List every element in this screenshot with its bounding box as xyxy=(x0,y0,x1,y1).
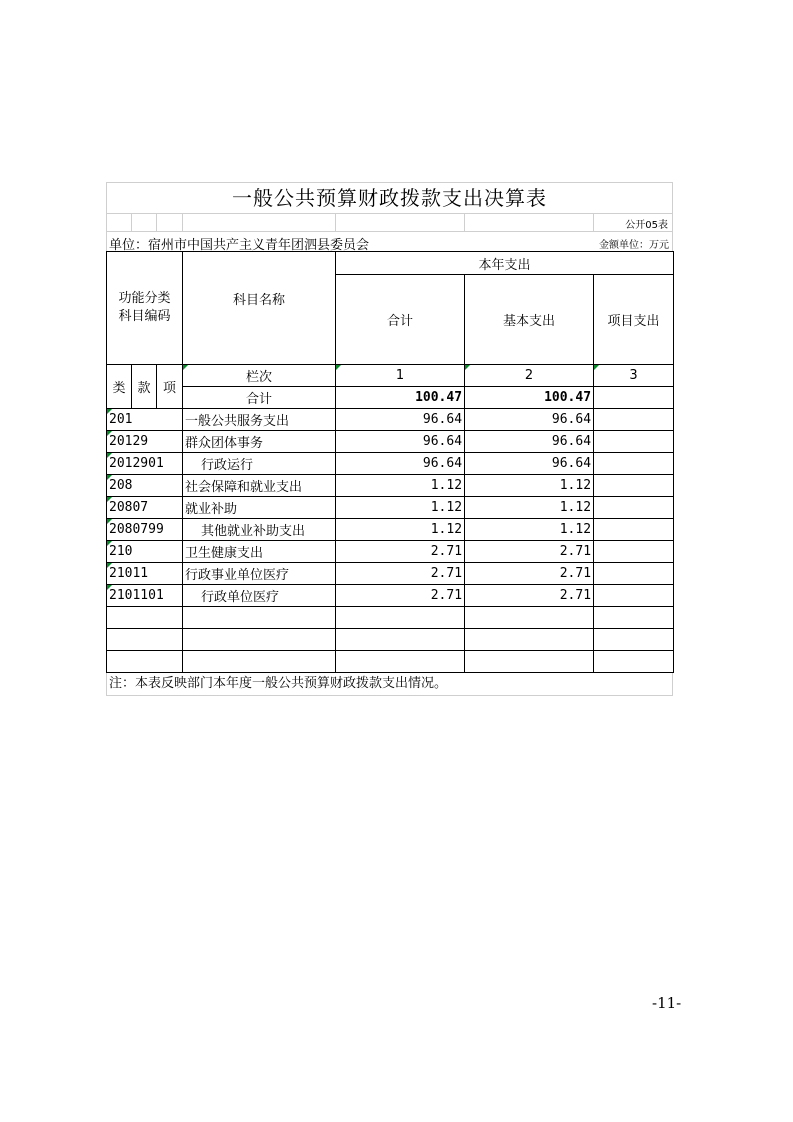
row-basic: 96.64 xyxy=(465,409,594,431)
table-row xyxy=(107,475,674,497)
table-row xyxy=(107,519,674,541)
lei-header: 类 xyxy=(107,365,132,409)
empty-cell xyxy=(107,629,183,651)
table-row xyxy=(107,409,674,431)
table-row xyxy=(107,431,674,453)
row-total: 2.71 xyxy=(336,585,465,607)
empty-cell xyxy=(336,607,465,629)
row-basic: 2.71 xyxy=(465,585,594,607)
row-basic: 1.12 xyxy=(465,519,594,541)
row-code: 201 xyxy=(107,409,183,431)
row-project xyxy=(594,431,674,453)
total-row-label: 合计 xyxy=(183,387,336,409)
row-total: 96.64 xyxy=(336,453,465,475)
unit-label: 单位：宿州市中国共产主义青年团泗县委员会 xyxy=(109,238,370,253)
table-row xyxy=(107,497,674,519)
row-basic: 1.12 xyxy=(465,475,594,497)
grid-cell xyxy=(465,213,594,231)
row-project xyxy=(594,541,674,563)
total-row-basic: 100.47 xyxy=(465,387,594,409)
row-basic: 1.12 xyxy=(465,497,594,519)
amount-unit: 金额单位：万元 xyxy=(599,240,669,251)
row-name: 行政运行 xyxy=(183,453,336,475)
row-total: 96.64 xyxy=(336,409,465,431)
page-number: -11- xyxy=(652,994,682,1012)
empty-cell xyxy=(594,651,674,673)
row-name: 就业补助 xyxy=(183,497,336,519)
row-total: 96.64 xyxy=(336,431,465,453)
subject-name-header: 科目名称 xyxy=(183,252,336,365)
row-project xyxy=(594,519,674,541)
sheet-title: 一般公共预算财政拨款支出决算表 xyxy=(106,182,673,213)
row-code: 20807 xyxy=(107,497,183,519)
expense-table xyxy=(106,251,674,673)
row-name: 卫生健康支出 xyxy=(183,541,336,563)
row-project xyxy=(594,409,674,431)
empty-cell xyxy=(465,607,594,629)
basic-header: 基本支出 xyxy=(465,275,594,365)
empty-row xyxy=(107,651,674,673)
total-header: 合计 xyxy=(336,275,465,365)
col-3-index: 3 xyxy=(594,365,674,387)
row-total: 1.12 xyxy=(336,475,465,497)
row-total: 1.12 xyxy=(336,519,465,541)
empty-cell xyxy=(465,629,594,651)
xiang-header: 项 xyxy=(157,365,183,409)
row-code: 2080799 xyxy=(107,519,183,541)
row-code: 2012901 xyxy=(107,453,183,475)
grid-cell xyxy=(157,213,183,231)
row-code: 208 xyxy=(107,475,183,497)
blank-grid-row xyxy=(106,213,673,231)
grid-cell xyxy=(336,213,465,231)
col-1-index: 1 xyxy=(336,365,465,387)
row-project xyxy=(594,563,674,585)
empty-row xyxy=(107,629,674,651)
row-name: 社会保障和就业支出 xyxy=(183,475,336,497)
col-2-index: 2 xyxy=(465,365,594,387)
row-code: 20129 xyxy=(107,431,183,453)
row-code: 2101101 xyxy=(107,585,183,607)
func-code-header-text: 功能分类科目编码 xyxy=(118,291,171,324)
row-name: 群众团体事务 xyxy=(183,431,336,453)
empty-cell xyxy=(183,629,336,651)
row-code: 210 xyxy=(107,541,183,563)
func-code-header xyxy=(107,252,183,365)
row-name: 行政单位医疗 xyxy=(183,585,336,607)
empty-cell xyxy=(465,651,594,673)
kuan-header: 款 xyxy=(132,365,157,409)
row-basic: 96.64 xyxy=(465,431,594,453)
project-header: 项目支出 xyxy=(594,275,674,365)
empty-cell xyxy=(594,629,674,651)
row-total: 2.71 xyxy=(336,563,465,585)
total-row-total: 100.47 xyxy=(336,387,465,409)
column-order-label: 栏次 xyxy=(183,365,336,387)
year-expense-header: 本年支出 xyxy=(336,252,674,275)
row-name: 其他就业补助支出 xyxy=(183,519,336,541)
table-row xyxy=(107,453,674,475)
table-row xyxy=(107,585,674,607)
row-total: 1.12 xyxy=(336,497,465,519)
empty-row xyxy=(107,607,674,629)
table-number: 公开05表 xyxy=(625,220,668,231)
row-name: 一般公共服务支出 xyxy=(183,409,336,431)
total-row-project xyxy=(594,387,674,409)
row-basic: 2.71 xyxy=(465,563,594,585)
row-project xyxy=(594,497,674,519)
empty-cell xyxy=(594,607,674,629)
row-project xyxy=(594,453,674,475)
empty-cell xyxy=(107,607,183,629)
grid-cell xyxy=(183,213,336,231)
empty-cell xyxy=(183,607,336,629)
grid-cell xyxy=(107,213,132,231)
row-project xyxy=(594,585,674,607)
footnote: 注：本表反映部门本年度一般公共预算财政拨款支出情况。 xyxy=(106,673,673,696)
grid-cell xyxy=(132,213,157,231)
row-total: 2.71 xyxy=(336,541,465,563)
empty-cell xyxy=(107,651,183,673)
unit-row xyxy=(106,231,673,251)
row-code: 21011 xyxy=(107,563,183,585)
row-basic: 96.64 xyxy=(465,453,594,475)
table-row xyxy=(107,541,674,563)
budget-sheet xyxy=(106,182,673,696)
row-project xyxy=(594,475,674,497)
empty-cell xyxy=(336,651,465,673)
empty-cell xyxy=(336,629,465,651)
row-name: 行政事业单位医疗 xyxy=(183,563,336,585)
empty-cell xyxy=(183,651,336,673)
row-basic: 2.71 xyxy=(465,541,594,563)
table-row xyxy=(107,563,674,585)
